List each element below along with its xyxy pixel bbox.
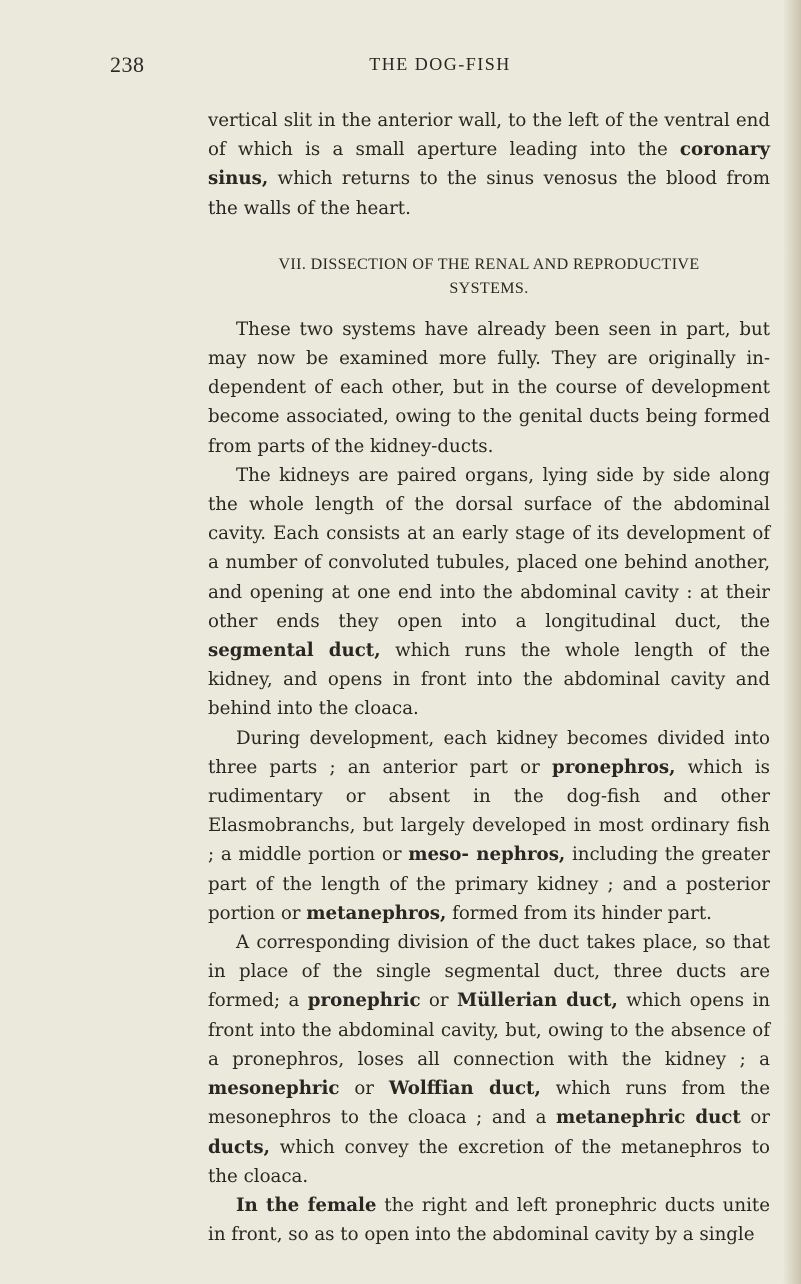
term-metanephric-duct: metanephric duct: [555, 1107, 741, 1129]
term-segmental-duct: segmental duct,: [208, 640, 381, 662]
text-run: which convey the excretion of the metanephros to the cloaca.: [208, 1136, 770, 1187]
text-run: which returns to the sinus venosus the blood from the walls of the heart.: [208, 168, 770, 219]
term-mesonephros: meso- nephros,: [408, 844, 566, 866]
section-heading-line-1: VII. DISSECTION OF THE RENAL AND REPRODUCTIVE: [278, 255, 700, 273]
book-page: [110, 52, 770, 1249]
paragraph-3: [208, 724, 770, 928]
running-head: [110, 52, 770, 82]
text-run: the right and left pronephric ducts unite in front, so as to open into the abdominal cavity by a single: [208, 1194, 770, 1246]
section-heading-line-2: SYSTEMS.: [449, 279, 529, 297]
text-run: or: [740, 1107, 770, 1129]
page-edge-shadow: [783, 0, 801, 1284]
text-run: The kidneys are paired organs, lying side by side along the whole length of the dorsal surface of the abdominal cavity. Each consists at an early stage of its development of a number of convoluted tubules, placed one behind another, and opening at one end into the abdominal cavity : at their other ends they open into a longitudinal duct, the: [208, 464, 770, 632]
section-heading: [208, 253, 770, 301]
text-run: A corresponding division of the duct takes place, so that in place of the single segmental duct, three ducts are formed; a: [208, 932, 770, 1012]
term-mesonephric: mesonephric: [208, 1078, 340, 1100]
term-metanephros: metanephros,: [306, 902, 447, 924]
text-run: including the greater part of the length of the primary kidney ; and a posterior portion or: [208, 844, 770, 924]
paragraph-2: [208, 461, 770, 724]
text-run: vertical slit in the anterior wall, to the left of the ventral end of which is a small aperture leading into the: [208, 110, 770, 161]
section-body: [110, 315, 770, 1250]
term-ducts: ducts,: [208, 1136, 270, 1158]
page-number: 238: [110, 52, 145, 77]
text-run: which opens in front into the abdominal cavity, but, owing to the absence of a pronephros, loses all connection with the kidney ; a: [208, 990, 770, 1070]
text-run: During development, each kidney becomes divided into three parts ; an anterior part or: [208, 727, 770, 778]
text-run: or: [420, 990, 457, 1012]
text-run: which runs the whole length of the kidney, and opens in front into the abdominal cavity and behind into the cloaca.: [208, 640, 770, 720]
text-run: or: [339, 1078, 389, 1100]
text-run: formed from its hinder part.: [446, 902, 712, 924]
term-in-the-female: In the female: [236, 1194, 377, 1216]
term-pronephric: pronephric: [307, 990, 421, 1012]
book-title: THE DOG-FISH: [369, 54, 511, 74]
text-run: which is rudimentary or absent in the dog-fish and other Elasmobranchs, but largely developed in most ordinary fish ; a middle portion or: [208, 756, 770, 866]
paragraph-1: These two systems have already been seen in part, but may now be examined more fully. They are originally in- dependent of each other, but in the course of development become associated, owing to the genital ducts being formed from parts of the kidney-ducts.: [208, 318, 770, 457]
term-pronephros: pronephros,: [552, 756, 676, 778]
text-run: which runs from the mesonephros to the cloaca ; and a: [208, 1078, 770, 1129]
paragraph-4: [208, 928, 770, 1191]
term-wolffian-duct: Wolffian duct,: [388, 1078, 541, 1100]
paragraph-5: [208, 1191, 770, 1249]
term-mullerian-duct: Müllerian duct,: [456, 990, 618, 1012]
term-coronary-sinus: coronary sinus,: [208, 139, 770, 190]
continuation-paragraph: [110, 106, 770, 223]
